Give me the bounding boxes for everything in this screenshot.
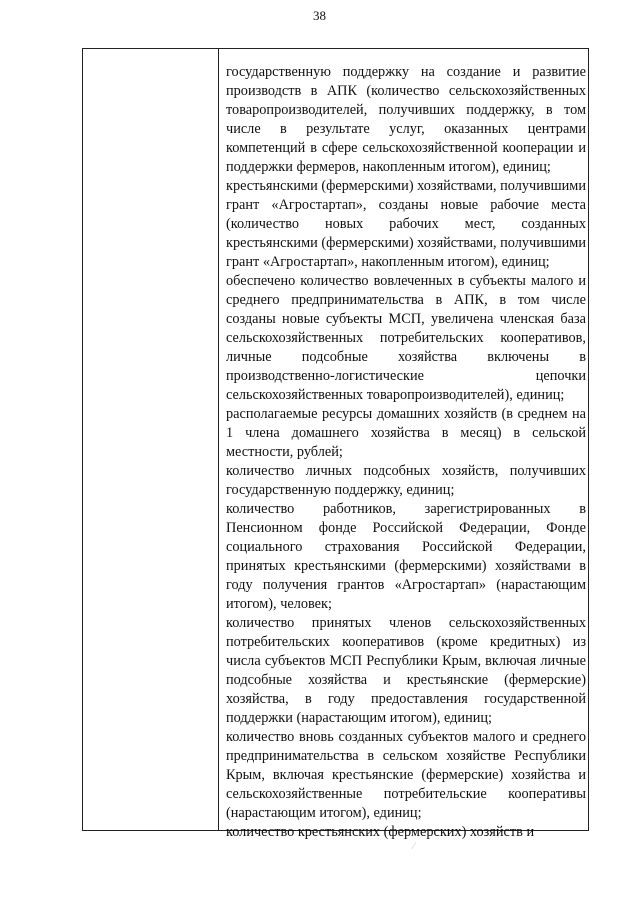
paragraph-household-resources: располагаемые ресурсы домашних хозяйств (в среднем на 1 члена домашнего хозяйства в месяц) в сельской местности, рублей; (226, 406, 586, 460)
paragraph-new-sme-entities: количество вновь созданных субъектов малого и среднего предпринимательства в сельском хозяйстве Республики Крым, включая крестьянские (фермерские) хозяйства и сельскохозяйственные потребительские кооперативы (нарастающим итогом), единиц; (226, 729, 586, 821)
scan-speck-mark: ⁄ (413, 841, 415, 852)
page-number: 38 (313, 8, 326, 23)
paragraph-new-jobs: крестьянскими (фермерскими) хозяйствами, получившими грант «Агростартап», созданы новые рабочие места (количество новых рабочих мест, созданных крестьянскими (фермерскими) хозяйствами, получившими грант «Агростартап», накопленным итогом), единиц; (226, 178, 586, 270)
paragraph-cooperative-members: количество принятых членов сельскохозяйственных потребительских кооперативов (кроме кредитных) из числа субъектов МСП Республики Крым, включая личные подсобные хозяйства и крестьянские (фермерские) хозяйства, в году предоставления государственной поддержки (нарастающим итогом), единиц; (226, 615, 586, 726)
paragraph-support-production: государственную поддержку на создание и развитие производств в АПК (количество сельскохозяйственных товаропроизводителей, получивших поддержку, в том числе в результате услуг, оказанных центрами компетенций в сфере сельскохозяйственной кооперации и поддержки фермеров, накопленным итогом), единиц; (226, 64, 586, 175)
right-column-cell (219, 49, 588, 840)
paragraph-registered-workers: количество работников, зарегистрированных в Пенсионном фонде Российской Федерации, Фонде социального страхования Российской Федерации, принятых крестьянскими (фермерскими) хозяйствами в году получения грантов «Агростартап» (нарастающим итогом), человек; (226, 501, 586, 612)
content-table (82, 48, 589, 840)
paragraph-farms-count: количество крестьянских (фермерских) хозяйств и (226, 824, 535, 840)
paragraph-sme-involvement: обеспечено количество вовлеченных в субъекты малого и среднего предпринимательства в АПК, в том числе созданы новые субъекты МСП, увеличена членская база сельскохозяйственных потребительских кооперативов, личные подсобные хозяйства включены в производственно-логистические цепочки сельскохозяйственных товаропроизводителей), единиц; (226, 273, 586, 403)
paragraph-household-plots-support: количество личных подсобных хозяйств, получивших государственную поддержку, единиц; (226, 463, 586, 498)
left-column-cell (83, 49, 219, 830)
